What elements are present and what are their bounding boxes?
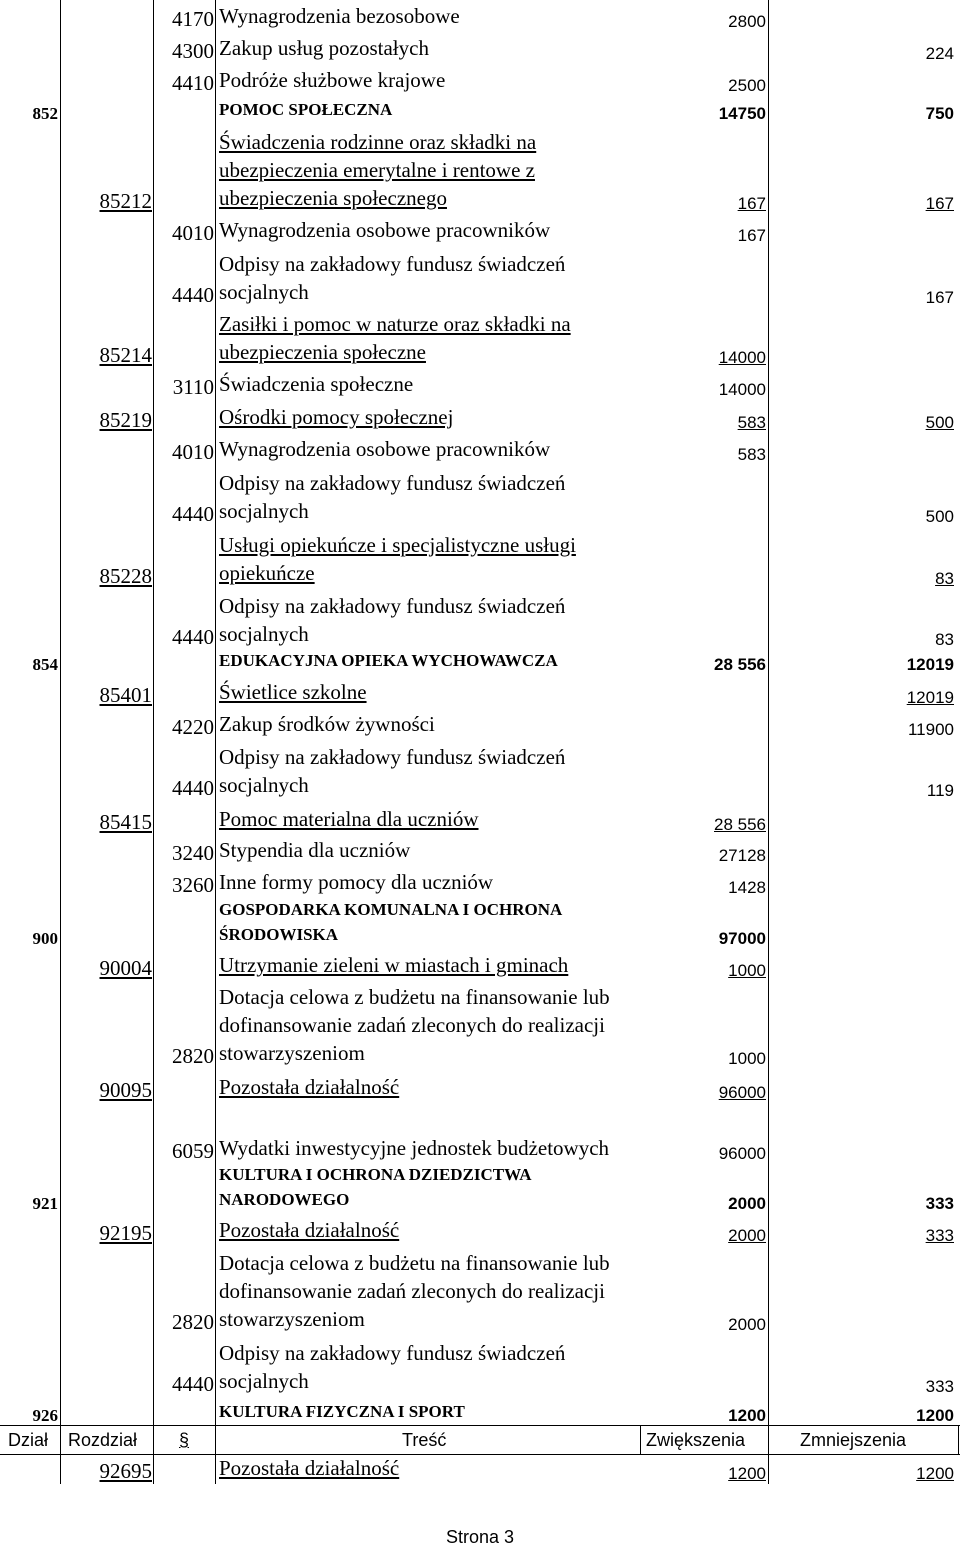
zmniejszenia-value: 167 [925, 288, 954, 307]
zmniejszenia-value: 750 [925, 104, 954, 123]
paragraf-code: 3260 [172, 873, 214, 897]
rozdzial-code: 85401 [99, 683, 152, 707]
tresc-text: Inne formy pomocy dla uczniów [219, 870, 494, 894]
tresc-text: Odpisy na zakładowy fundusz świadczeń socjalnych [219, 1341, 566, 1393]
zwiekszenia-value: 28 556 [714, 815, 766, 834]
tresc-text: Pomoc materialna dla uczniów [219, 807, 479, 831]
page-number: Strona 3 [445, 1527, 515, 1547]
header-dzial: Dział [8, 1430, 49, 1450]
paragraf-code: 4410 [172, 71, 214, 95]
rozdzial-code: 92695 [99, 1459, 152, 1483]
tresc-text: Pozostała działalność [219, 1456, 400, 1480]
zmniejszenia-value: 1200 [916, 1464, 954, 1483]
paragraf-code: 4300 [172, 39, 214, 63]
zwiekszenia-value: 2000 [728, 1194, 766, 1213]
tresc-text: Zasiłki i pomoc w naturze oraz składki na ubezpieczenia społeczne [219, 312, 571, 364]
paragraf-code: 4440 [172, 776, 214, 800]
dzial-code: 926 [32, 1406, 58, 1425]
tresc-text: KULTURA FIZYCZNA I SPORT [219, 1402, 465, 1421]
paragraf-code: 3110 [172, 375, 214, 399]
paragraf-code: 4440 [172, 502, 214, 526]
header-paragraf: § [179, 1430, 190, 1450]
header-rozdzial: Rozdział [68, 1430, 138, 1450]
paragraf-code: 4440 [172, 1372, 214, 1396]
zmniejszenia-value: 333 [925, 1377, 954, 1396]
zmniejszenia-value: 224 [925, 44, 954, 63]
zwiekszenia-value: 583 [737, 445, 766, 464]
zmniejszenia-value: 83 [935, 630, 954, 649]
tresc-text: Świetlice szkolne [219, 680, 367, 704]
rozdzial-code: 90095 [99, 1078, 152, 1102]
tresc-text: Zakup środków żywności [219, 712, 435, 736]
header-tresc: Treść [402, 1430, 447, 1450]
tresc-text: Odpisy na zakładowy fundusz świadczeń socjalnych [219, 745, 566, 797]
zwiekszenia-value: 14000 [718, 348, 766, 367]
rozdzial-code: 85212 [99, 189, 152, 213]
zwiekszenia-value: 2800 [728, 12, 766, 31]
zwiekszenia-value: 1200 [728, 1406, 766, 1425]
zmniejszenia-value: 11900 [907, 720, 954, 739]
tresc-text: EDUKACYJNA OPIEKA WYCHOWAWCZA [219, 651, 558, 670]
tresc-text: Stypendia dla uczniów [219, 838, 411, 862]
rozdzial-code: 92195 [99, 1221, 152, 1245]
zmniejszenia-value: 83 [935, 569, 954, 588]
zmniejszenia-value: 1200 [916, 1406, 954, 1425]
header-zwiekszenia: Zwiększenia [646, 1430, 746, 1450]
paragraf-code: 4010 [172, 221, 214, 245]
tresc-text: Wynagrodzenia bezosobowe [219, 4, 460, 28]
tresc-text: Usługi opiekuńcze i specjalistyczne usługi opiekuńcze [219, 533, 576, 585]
zwiekszenia-value: 14000 [718, 380, 766, 399]
zmniejszenia-value: 500 [925, 413, 954, 432]
paragraf-code: 4220 [172, 715, 214, 739]
zwiekszenia-value: 2000 [728, 1315, 766, 1334]
zwiekszenia-value: 1000 [728, 1049, 766, 1068]
zwiekszenia-value: 2000 [728, 1226, 766, 1245]
tresc-text: Ośrodki pomocy społecznej [219, 405, 454, 429]
tresc-text: Wydatki inwestycyjne jednostek budżetowych [219, 1136, 610, 1160]
rozdzial-code: 85415 [99, 810, 152, 834]
tresc-text: Wynagrodzenia osobowe pracowników [219, 437, 551, 461]
paragraf-code: 3240 [172, 841, 214, 865]
dzial-code: 900 [32, 929, 58, 948]
tresc-text: Dotacja celowa z budżetu na finansowanie lub dofinansowanie zadań zleconych do realizacji stowarzyszeniom [219, 1251, 610, 1331]
zwiekszenia-value: 14750 [718, 104, 766, 123]
zmniejszenia-value: 12019 [906, 655, 954, 674]
zwiekszenia-value: 167 [737, 226, 766, 245]
zwiekszenia-value: 2500 [728, 76, 766, 95]
zwiekszenia-value: 97000 [718, 929, 766, 948]
tresc-text: Wynagrodzenia osobowe pracowników [219, 218, 551, 242]
zmniejszenia-value: 12019 [906, 688, 954, 707]
zwiekszenia-value: 96000 [718, 1144, 766, 1163]
tresc-text: Odpisy na zakładowy fundusz świadczeń socjalnych [219, 471, 566, 523]
zwiekszenia-value: 167 [737, 194, 766, 213]
zwiekszenia-value: 28 556 [714, 655, 766, 674]
tresc-text: Zakup usług pozostałych [219, 36, 429, 60]
paragraf-code: 6059 [172, 1139, 214, 1163]
paragraf-code: 4010 [172, 440, 214, 464]
tresc-text: Świadczenia rodzinne oraz składki na ubezpieczenia emerytalne i rentowe z ubezpieczenia społecznego [219, 130, 537, 210]
zmniejszenia-value: 333 [925, 1194, 954, 1213]
tresc-text: Świadczenia społeczne [219, 372, 414, 396]
rozdzial-code: 85214 [99, 343, 152, 367]
tresc-text: Pozostała działalność [219, 1075, 400, 1099]
rozdzial-code: 90004 [99, 956, 152, 980]
tresc-text: Odpisy na zakładowy fundusz świadczeń socjalnych [219, 252, 566, 304]
tresc-text: KULTURA I OCHRONA DZIEDZICTWA NARODOWEGO [219, 1165, 531, 1209]
paragraf-code: 2820 [172, 1310, 214, 1334]
tresc-text: Pozostała działalność [219, 1218, 400, 1242]
zmniejszenia-value: 167 [925, 194, 954, 213]
zwiekszenia-value: 1200 [728, 1464, 766, 1483]
zwiekszenia-value: 1428 [728, 878, 766, 897]
tresc-text: Podróże służbowe krajowe [219, 68, 446, 92]
paragraf-code: 4440 [172, 625, 214, 649]
header-zmniejszenia: Zmniejszenia [800, 1430, 907, 1450]
dzial-code: 854 [32, 655, 58, 674]
dzial-code: 852 [32, 104, 58, 123]
zmniejszenia-value: 500 [925, 507, 954, 526]
zmniejszenia-value: 119 [926, 781, 954, 800]
rozdzial-code: 85228 [99, 564, 152, 588]
tresc-text: GOSPODARKA KOMUNALNA I OCHRONA ŚRODOWISKA [219, 900, 562, 944]
tresc-text: Odpisy na zakładowy fundusz świadczeń socjalnych [219, 594, 566, 646]
zwiekszenia-value: 96000 [718, 1083, 766, 1102]
zwiekszenia-value: 1000 [728, 961, 766, 980]
tresc-text: Utrzymanie zieleni w miastach i gminach [219, 953, 569, 977]
zwiekszenia-value: 27128 [718, 846, 766, 865]
rozdzial-code: 85219 [99, 408, 152, 432]
paragraf-code: 4170 [172, 7, 214, 31]
paragraf-code: 4440 [172, 283, 214, 307]
tresc-text: POMOC SPOŁECZNA [219, 100, 393, 119]
dzial-code: 921 [32, 1194, 58, 1213]
paragraf-code: 2820 [172, 1044, 214, 1068]
zwiekszenia-value: 583 [737, 413, 766, 432]
zmniejszenia-value: 333 [925, 1226, 954, 1245]
tresc-text: Dotacja celowa z budżetu na finansowanie lub dofinansowanie zadań zleconych do realizacji stowarzyszeniom [219, 985, 610, 1065]
